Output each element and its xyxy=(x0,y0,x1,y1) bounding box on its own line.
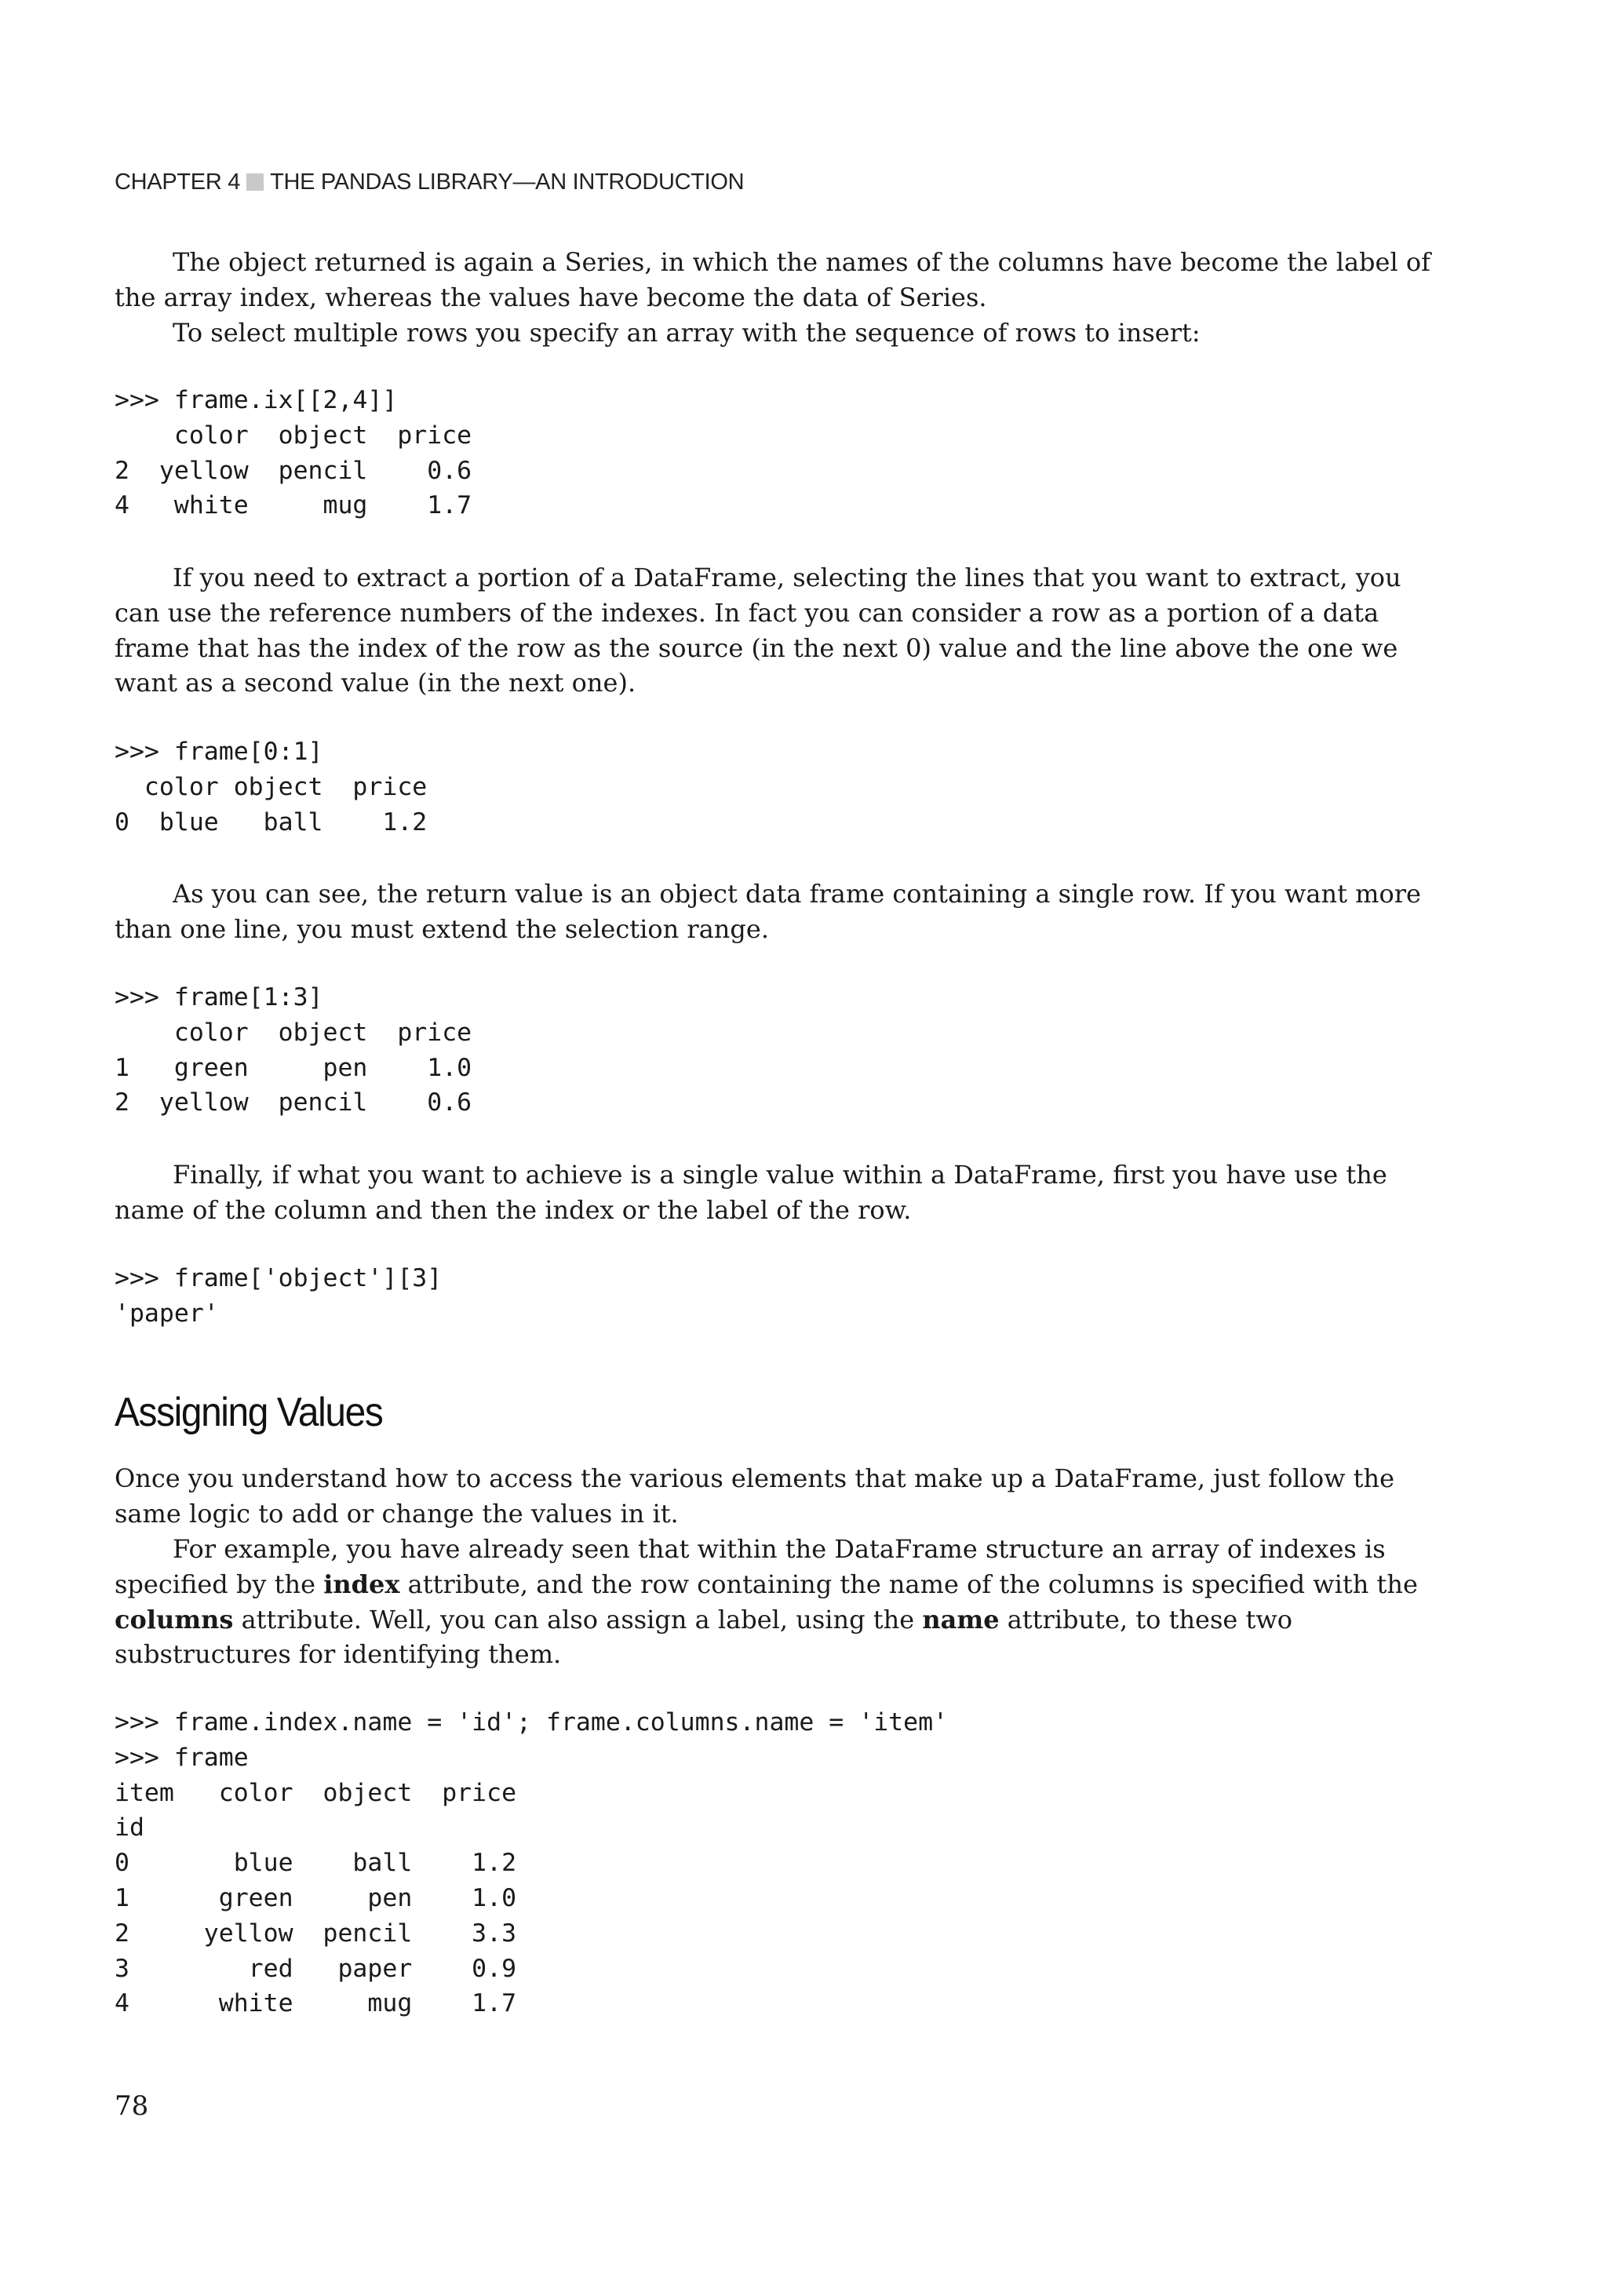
keyword-columns: columns xyxy=(115,1604,234,1635)
paragraph-return-value: As you can see, the return value is an object data frame containing a single row. If you want more than one line, you must extend the selection range. xyxy=(115,879,1421,944)
paragraph-select-rows: To select multiple rows you specify an array with the sequence of rows to insert: xyxy=(173,318,1201,348)
header-separator xyxy=(246,173,264,191)
code-block-slice-1-3: >>> frame[1:3] color object price 1 green pen 1.0 2 yellow pencil 0.6 xyxy=(115,983,472,1117)
page-number: 78 xyxy=(115,2090,149,2122)
paragraph-series-result: The object returned is again a Series, in which the names of the columns have become the label of the array index, whereas the values have become the data of Series. xyxy=(115,247,1430,312)
paragraph-index-columns xyxy=(115,1532,1448,1672)
code-block-index-name: >>> frame.index.name = 'id'; frame.columns.name = 'item' >>> frame item color object price id 0 blue ball 1.2 1 green pen 1.0 2 yellow pencil 3.3 3 red paper 0.9 4 white mug 1.7 xyxy=(115,1708,949,2018)
chapter-title: THE PANDAS LIBRARY—AN INTRODUCTION xyxy=(270,169,745,195)
text-run: For example, you have already seen that within the DataFrame structure an array of indexes is specified by the xyxy=(115,1534,1386,1599)
code-block-single-value: >>> frame['object'][3] 'paper' xyxy=(115,1264,443,1328)
keyword-name: name xyxy=(922,1604,1000,1635)
chapter-label: CHAPTER 4 xyxy=(115,169,241,195)
paragraph-extract-portion: If you need to extract a portion of a DataFrame, selecting the lines that you want to extract, you can use the reference numbers of the indexes. In fact you can consider a row as a portion of a data frame that has the index of the row as the source (in the next 0) value and the line above the one we want as a second value (in the next one). xyxy=(115,563,1401,698)
paragraph-single-value: Finally, if what you want to achieve is a single value within a DataFrame, first you have use the name of the column and then the index or the label of the row. xyxy=(115,1160,1387,1225)
keyword-index: index xyxy=(323,1569,400,1599)
paragraph-assigning-intro: Once you understand how to access the various elements that make up a DataFrame, just follow the same logic to add or change the values in it. xyxy=(115,1463,1395,1529)
text-run: attribute, to these two substructures for identifying them. xyxy=(115,1604,1293,1670)
running-header xyxy=(115,169,744,195)
text-run: attribute, and the row containing the name of the columns is specified with the xyxy=(399,1569,1418,1599)
code-block-ix: >>> frame.ix[[2,4]] color object price 2 yellow pencil 0.6 4 white mug 1.7 xyxy=(115,386,472,520)
section-heading: Assigning Values xyxy=(115,1390,383,1435)
code-block-slice-0-1: >>> frame[0:1] color object price 0 blue ball 1.2 xyxy=(115,738,428,836)
text-run: attribute. Well, you can also assign a label, using the xyxy=(233,1604,923,1635)
